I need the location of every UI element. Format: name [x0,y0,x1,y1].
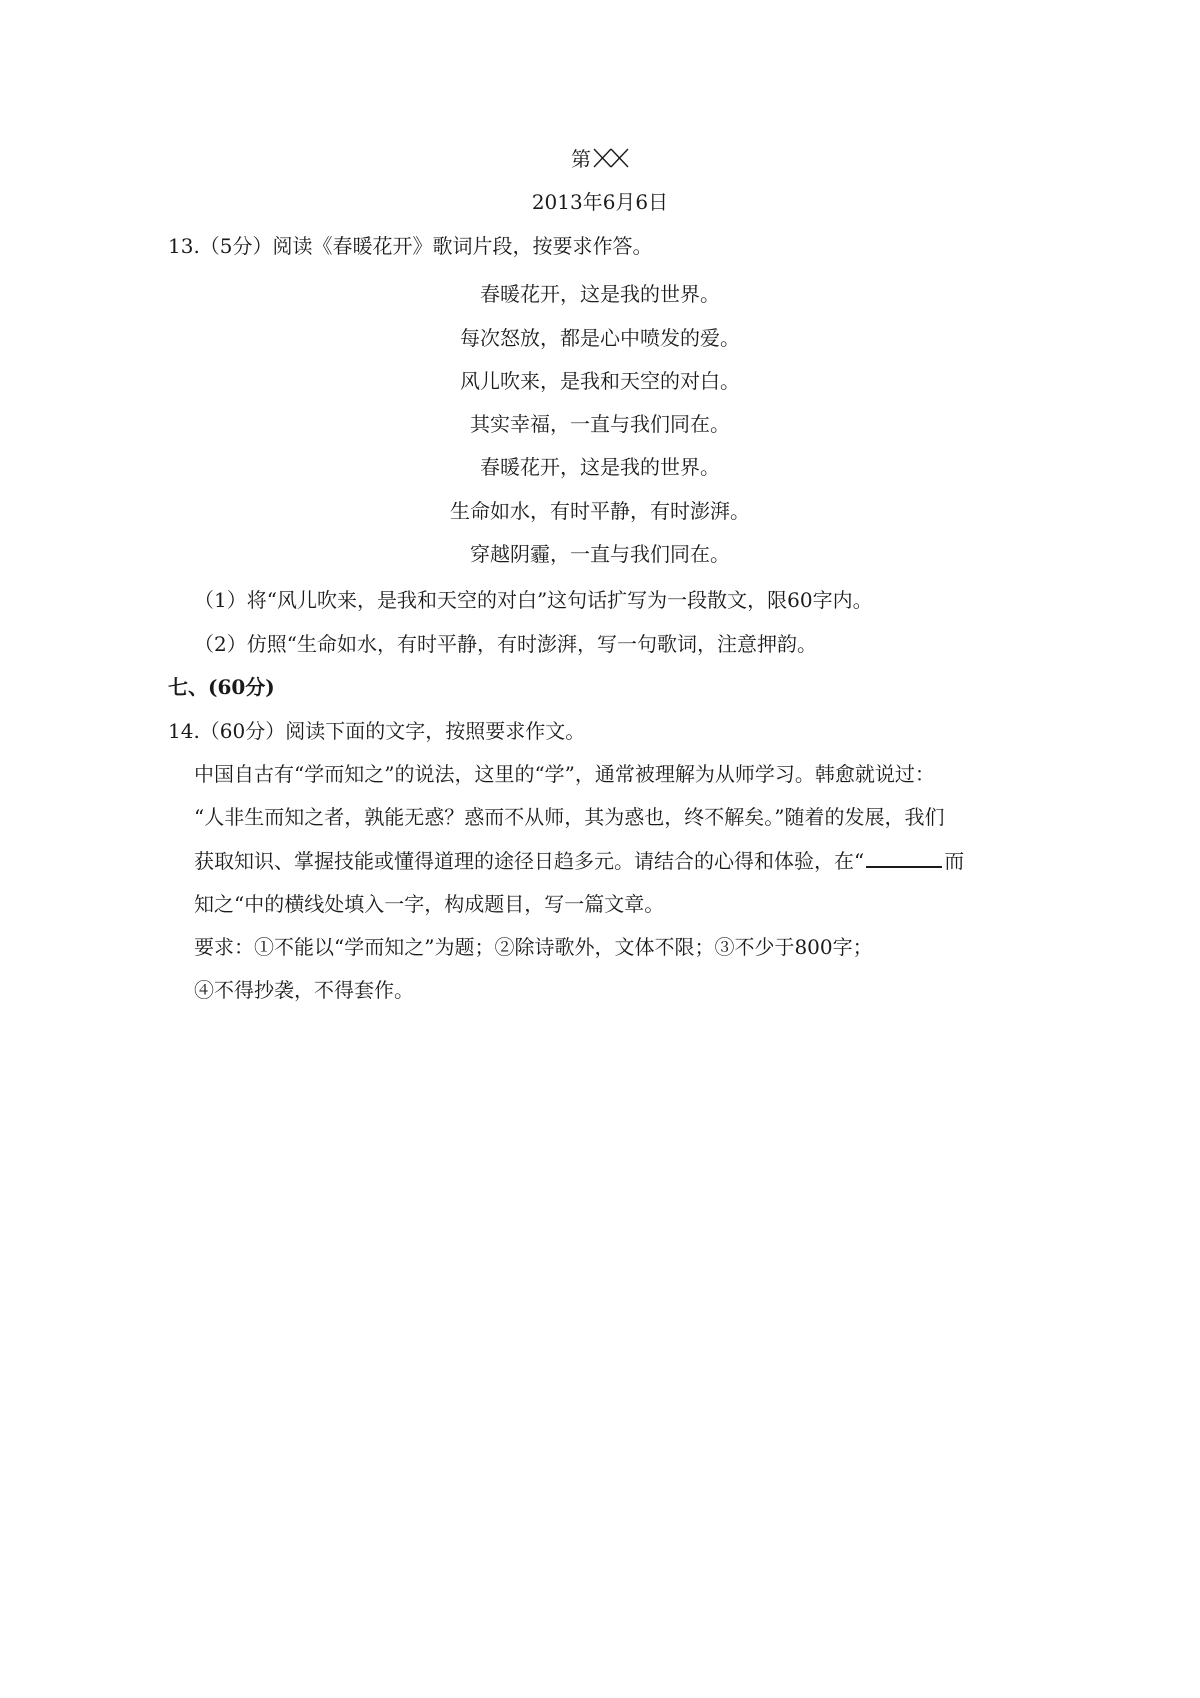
q14-paragraph-line [194,847,964,875]
section-heading: 七、(60分) [168,675,275,699]
q14-paragraph-line: 知之“中的横线处填入一字，构成题目，写一篇文章。 [194,892,665,916]
redacted-mark-icon [593,148,629,168]
lyric-line: 穿越阴霾，一直与我们同在。 [470,542,730,566]
q14-text: 获取知识、掌握技能或懂得道理的途径日趋多元。请结合的心得和体验，在“ [194,849,865,873]
lyric-line: 每次怒放，都是心中喷发的爱。 [460,326,740,350]
fill-in-blank [866,848,942,868]
lyric-line: 风儿吹来，是我和天空的对白。 [460,369,740,393]
lyric-line: 春暖花开，这是我的世界。 [480,282,720,306]
q14-requirements: ④不得抄袭，不得套作。 [194,978,414,1002]
q14-paragraph-line: 中国自古有“学而知之”的说法，这里的“学”，通常被理解为从师学习。韩愈就说过： [194,762,935,786]
q13-subquestion-1: （1）将“风儿吹来，是我和天空的对白”这句话扩写为一段散文，限60字内。 [194,588,873,612]
exam-date: 2013年6月6日 [531,190,669,214]
page-title [0,145,1200,173]
q13-subquestion-2: （2）仿照“生命如水，有时平静，有时澎湃，写一句歌词，注意押韵。 [194,632,817,656]
q14-heading: 14.（60分）阅读下面的文字，按照要求作文。 [168,719,586,743]
q14-text: 而 [944,849,965,873]
page-title-prefix: 第 [571,147,591,171]
lyric-line: 生命如水，有时平静，有时澎湃。 [450,499,750,523]
q14-paragraph-line: “人非生而知之者，孰能无惑？惑而不从师，其为惑也，终不解矣。”随着的发展，我们 [194,805,945,829]
q13-heading: 13.（5分）阅读《春暖花开》歌词片段，按要求作答。 [168,234,653,258]
lyric-line: 其实幸福，一直与我们同在。 [470,412,730,436]
lyric-line: 春暖花开，这是我的世界。 [480,455,720,479]
q14-requirements: 要求：①不能以“学而知之”为题；②除诗歌外，文体不限；③不少于800字； [194,935,873,959]
